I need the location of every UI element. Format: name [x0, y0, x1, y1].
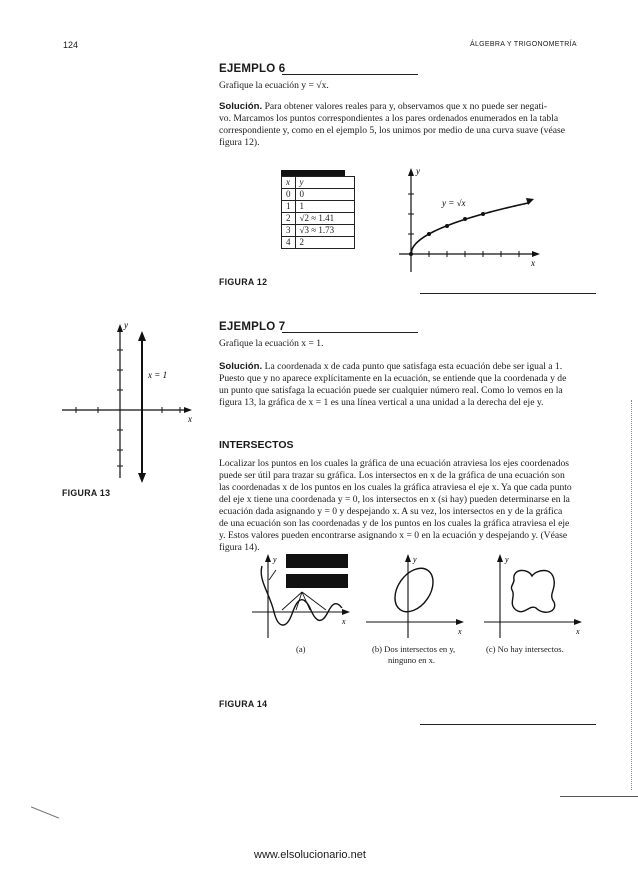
line-arrow-up [138, 331, 146, 341]
curve-points [409, 212, 485, 256]
solution-line: Puesto que y no aparece explícitamente en la ecuación, se entiende que la coordenada y de [219, 373, 567, 384]
solution-line: figura 12). [219, 137, 260, 148]
table-cell: 0 [282, 189, 296, 201]
line-label: x = 1 [148, 370, 168, 380]
table-row [282, 237, 355, 249]
paragraph-line: y. Estos valores pueden encontrarse asignando x = 0 en la ecuación y despejando y. (Véase [219, 530, 568, 541]
closed-curve [511, 570, 554, 612]
y-axis-label: y [273, 555, 277, 564]
y-axis-arrow [408, 168, 414, 176]
x-axis-label: x [342, 617, 346, 626]
running-title: ÁLGEBRA Y TRIGONOMETRÍA [470, 41, 577, 48]
table-row [282, 189, 355, 201]
scan-mark [31, 806, 59, 818]
curve-label: y = √x [442, 198, 466, 208]
caption-b [372, 644, 455, 666]
figure14-label: FIGURA 14 [219, 699, 268, 709]
figure13-graph [62, 316, 202, 488]
plot-point [445, 224, 449, 228]
caption-b-line: ninguno en x. [388, 655, 436, 665]
y-axis-arrow [265, 554, 271, 562]
table-row [282, 201, 355, 213]
redaction-bar [286, 554, 348, 568]
paragraph-line: puede ser útil para trazar su gráfica. Los intersectos en x de la gráfica de una ecuación son [219, 470, 565, 481]
solution-line [219, 101, 597, 113]
y-axis-arrow [405, 554, 411, 562]
section-heading: INTERSECTOS [219, 439, 294, 451]
values-table [281, 176, 355, 249]
table-cell: 1 [282, 201, 296, 213]
x-axis-arrow [456, 619, 464, 625]
scan-edge-dots [631, 400, 634, 790]
figure12-table [281, 170, 355, 249]
x-axis-label: x [188, 414, 192, 424]
example6-title: EJEMPLO 6 [219, 63, 286, 75]
redaction-bar [286, 574, 348, 588]
table-row [282, 225, 355, 237]
figure12-label: FIGURA 12 [219, 277, 268, 287]
x-axis-arrow [574, 619, 582, 625]
figure14b-graph [366, 550, 466, 640]
table-cell: √3 ≈ 1.73 [295, 225, 354, 237]
table-header-cell: y [295, 177, 354, 189]
solution-label: Solución. [219, 361, 263, 372]
plot-point [463, 217, 467, 221]
x-axis-arrow [184, 407, 192, 413]
example6-prompt: Grafique la ecuación y = √x. [219, 80, 329, 91]
plot-point [427, 232, 431, 236]
x-axis-arrow [532, 251, 540, 257]
solution-text: Para obtener valores reales para y, observamos que x no puede ser negati- [264, 101, 548, 112]
solution-line: figura 13, la gráfica de x = 1 es una línea vertical a una unidad a la derecha del eje y. [219, 397, 544, 408]
table-cell: 4 [282, 237, 296, 249]
page-number: 124 [63, 40, 79, 50]
table-cell: 2 [282, 213, 296, 225]
figure13-label: FIGURA 13 [62, 488, 111, 498]
solution-line: vo. Marcamos los puntos correspondientes a los pares ordenados enumerados en la tabla [219, 113, 559, 124]
caption-a: (a) [296, 644, 306, 654]
table-cell: 2 [295, 237, 354, 249]
y-axis-arrow [497, 554, 503, 562]
x-axis-label: x [458, 627, 462, 636]
plot-point [481, 212, 485, 216]
x-axis-label: x [531, 258, 535, 268]
solution-line: correspondiente y, como en el ejemplo 5, los unimos por medio de una curva suave (véase [219, 125, 565, 136]
scan-edge-line [560, 796, 638, 797]
example7-prompt: Grafique la ecuación x = 1. [219, 338, 324, 349]
x-axis-arrow [342, 609, 350, 615]
caption-c: (c) No hay intersectos. [486, 644, 564, 654]
example7-title: EJEMPLO 7 [219, 321, 286, 333]
paragraph-line: del eje x tiene una coordenada y = 0, los intersectos en x (si hay) pueden determinarse en la [219, 494, 570, 505]
table-row [282, 177, 355, 189]
table-cell: 0 [295, 189, 354, 201]
caption-b-line: (b) Dos intersectos en y, [372, 644, 456, 654]
y-axis-label: y [413, 555, 417, 564]
plot-point [409, 252, 413, 256]
y-axis-label: y [505, 555, 509, 564]
solution-label: Solución. [219, 101, 263, 112]
table-header-cell: x [282, 177, 296, 189]
example6-rule [282, 74, 418, 75]
example7-solution [219, 361, 597, 409]
figure12-rule [420, 293, 596, 294]
figure14-rule [420, 724, 596, 725]
figure14a-graph [252, 550, 352, 640]
solution-text: La coordenada x de cada punto que satisfaga esta ecuación debe ser igual a 1. [264, 361, 563, 372]
y-axis-label: y [416, 166, 420, 176]
table-cell: 1 [295, 201, 354, 213]
figure14c-graph [484, 550, 584, 640]
table-cell: √2 ≈ 1.41 [295, 213, 354, 225]
table-cell: 3 [282, 225, 296, 237]
sqrt-curve [411, 203, 530, 254]
y-axis-label: y [124, 320, 128, 330]
table-row [282, 213, 355, 225]
y-axis-arrow [117, 324, 123, 332]
line-arrow-down [138, 473, 146, 483]
intersects-paragraph [219, 458, 597, 554]
footer-url[interactable]: www.elsolucionario.net [254, 849, 366, 861]
solution-line [219, 361, 597, 373]
paragraph-line: de una ecuación son las coordenadas y de los puntos en los cuales la gráfica atraviesa el eje [219, 518, 570, 529]
example7-rule [282, 332, 418, 333]
figure12-graph [395, 160, 545, 280]
paragraph-line: ecuación dada asignando y = 0 y despejando x. A su vez, los intersectos en y de la gráfica [219, 506, 563, 517]
paragraph-line: las coordenadas x de los puntos en los cuales la gráfica atraviesa el eje x. Ya que cada punto [219, 482, 572, 493]
paragraph-line: Localizar los puntos en los cuales la gráfica de una ecuación atraviesa los ejes coordenados [219, 458, 570, 469]
example6-solution [219, 101, 597, 149]
ellipse-curve [387, 561, 441, 619]
solution-line: un punto que satisfaga la ecuación puede ser cualquier número real. Como lo vemos en la [219, 385, 563, 396]
paragraph-line: figura 14). [219, 542, 260, 553]
x-axis-label: x [576, 627, 580, 636]
